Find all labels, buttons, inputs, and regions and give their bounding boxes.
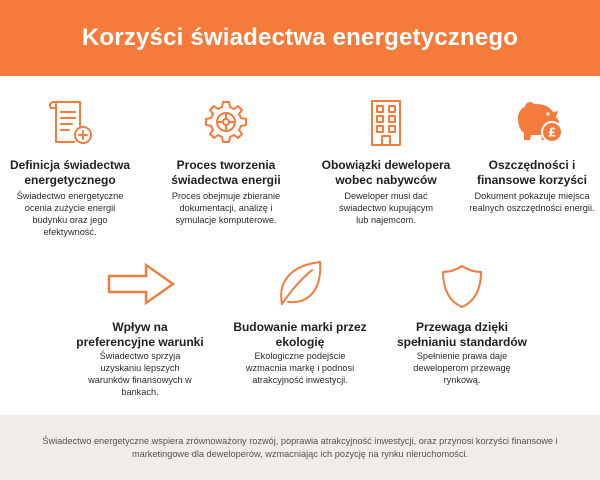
item-desc-budowanie: Ekologiczne podejście wzmacnia markę i podnosi atrakcyjność inwestycji.	[245, 351, 355, 385]
header-banner	[0, 0, 600, 76]
leaf-icon	[274, 258, 326, 310]
item-title-oszczednosci: Oszczędności i finansowe korzyści	[476, 158, 588, 187]
arrow-right-icon	[106, 262, 176, 306]
svg-text:£: £	[547, 125, 557, 140]
item-desc-wplyw: Świadectwo sprzyja uzyskaniu lepszych warunków finansowych w bankach.	[88, 351, 192, 397]
item-title-budowanie: Budowanie marki przez ekologię	[233, 320, 367, 349]
item-title-obowiazki: Obowiązki dewelopera wobec nabywców	[321, 158, 451, 187]
footer-text: Świadectwo energetyczne wspiera zrównoważony rozwój, poprawia atrakcyjność inwestycji, oraz przynosi korzyści finansowe i marketingowe dla deweloperów, wzmacniając ich pozycję na rynku nieruchomości.	[42, 435, 558, 459]
gear-icon	[202, 98, 250, 146]
item-title-proces: Proces tworzenia świadectwa energii	[171, 158, 281, 187]
item-desc-definicja: Świadectwo energetyczne ocenia zużycie energii budynku oraz jego efektywność.	[16, 191, 124, 237]
item-desc-proces: Proces obejmuje zbieranie dokumentacji, analizę i symulacje komputerowe.	[171, 191, 281, 225]
shield-icon	[438, 262, 486, 310]
item-title-definicja: Definicja świadectwa energetycznego	[9, 158, 131, 187]
item-title-wplyw: Wpływ na preferencyjne warunki	[76, 320, 204, 349]
item-title-przewaga: Przewaga dzięki spełnianiu standardów	[396, 320, 528, 349]
footer-summary	[0, 415, 600, 480]
document-plus-icon	[44, 96, 96, 148]
piggy-bank-icon	[510, 98, 564, 146]
building-icon	[366, 98, 406, 148]
page-title: Korzyści świadectwa energetycznego	[81, 24, 519, 51]
item-desc-przewaga: Spełnienie prawa daje deweloperom przewagę rynkową.	[413, 351, 511, 385]
item-desc-oszczednosci: Dokument pokazuje miejsca realnych oszczędności energii.	[469, 191, 595, 213]
item-desc-obowiazki: Deweloper musi dać świadectwo kupującym lub najemcom.	[339, 191, 433, 225]
